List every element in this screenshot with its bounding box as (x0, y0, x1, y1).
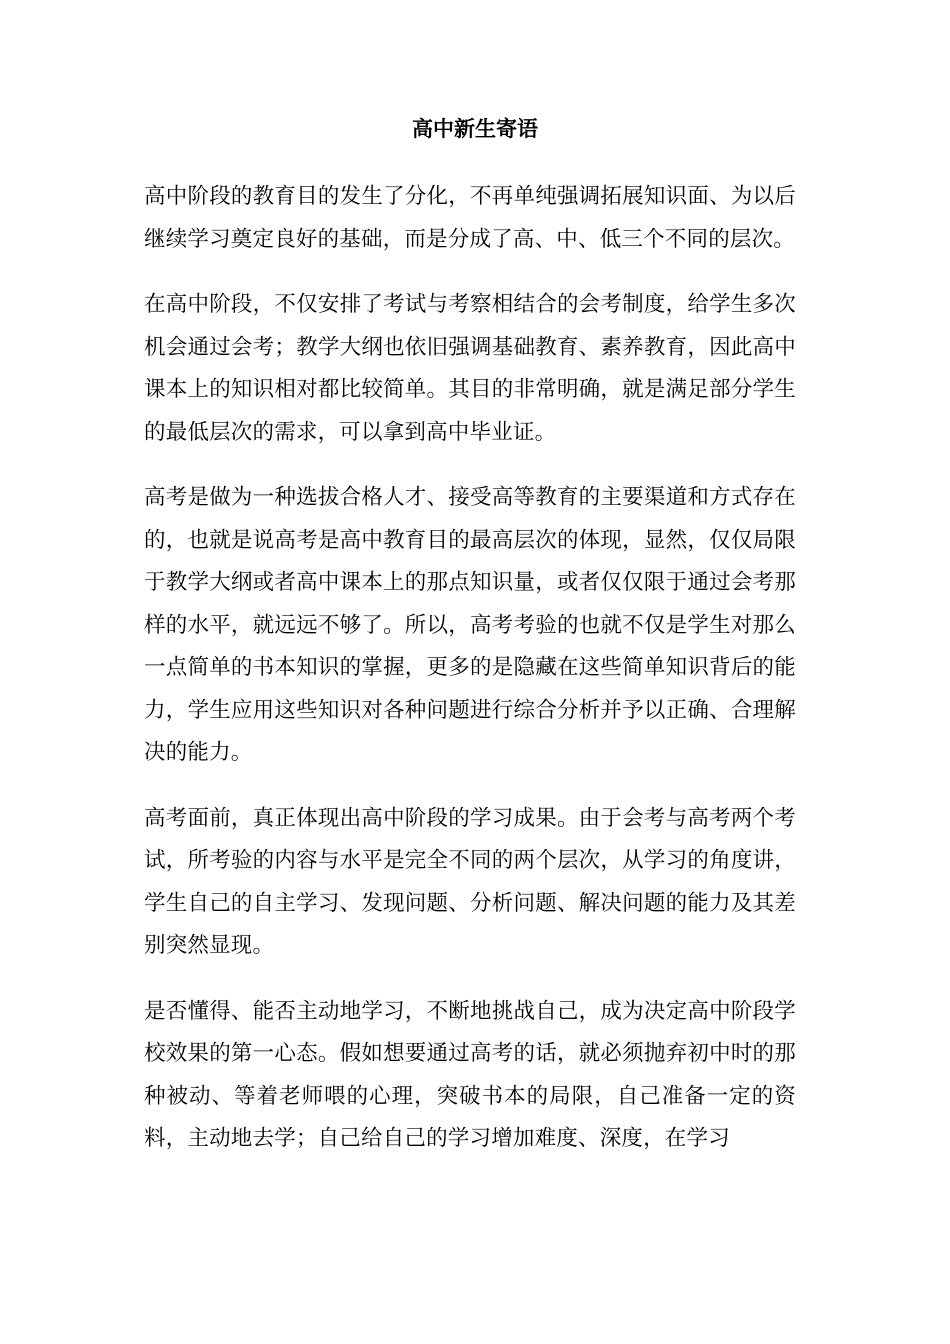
paragraph-4: 高考面前，真正体现出高中阶段的学习成果。由于会考与高考两个考试，所考验的内容与水平是完全不同的两个层次，从学习的角度讲，学生自己的自主学习、发现问题、分析问题、解决问题的能力及其差别突然显现。 (144, 805, 796, 958)
paragraph-5: 是否懂得、能否主动地学习，不断地挑战自己，成为决定高中阶段学校效果的第一心态。假如想要通过高考的话，就必须抛弃初中时的那种被动、等着老师喂的心理，突破书本的局限，自己准备一定的资料，主动地去学；自己给自己的学习增加难度、深度，在学习 (144, 998, 796, 1151)
document-body (144, 176, 796, 1184)
paragraph-2: 在高中阶段，不仅安排了考试与考察相结合的会考制度，给学生多次机会通过会考；教学大纲也依旧强调基础教育、素养教育，因此高中课本上的知识相对都比较简单。其目的非常明确，就是满足部分学生的最低层次的需求，可以拿到高中毕业证。 (144, 292, 796, 445)
paragraph-3: 高考是做为一种选拔合格人才、接受高等教育的主要渠道和方式存在的，也就是说高考是高中教育目的最高层次的体现，显然，仅仅局限于教学大纲或者高中课本上的那点知识量，或者仅仅限于通过会考那样的水平，就远远不够了。所以，高考考验的也就不仅是学生对那么一点简单的书本知识的掌握，更多的是隐藏在这些简单知识背后的能力，学生应用这些知识对各种问题进行综合分析并予以正确、合理解决的能力。 (144, 485, 796, 765)
document-title: 高中新生寄语 (412, 117, 538, 141)
paragraph-1: 高中阶段的教育目的发生了分化，不再单纯强调拓展知识面、为以后继续学习奠定良好的基础，而是分成了高、中、低三个不同的层次。 (144, 184, 796, 252)
